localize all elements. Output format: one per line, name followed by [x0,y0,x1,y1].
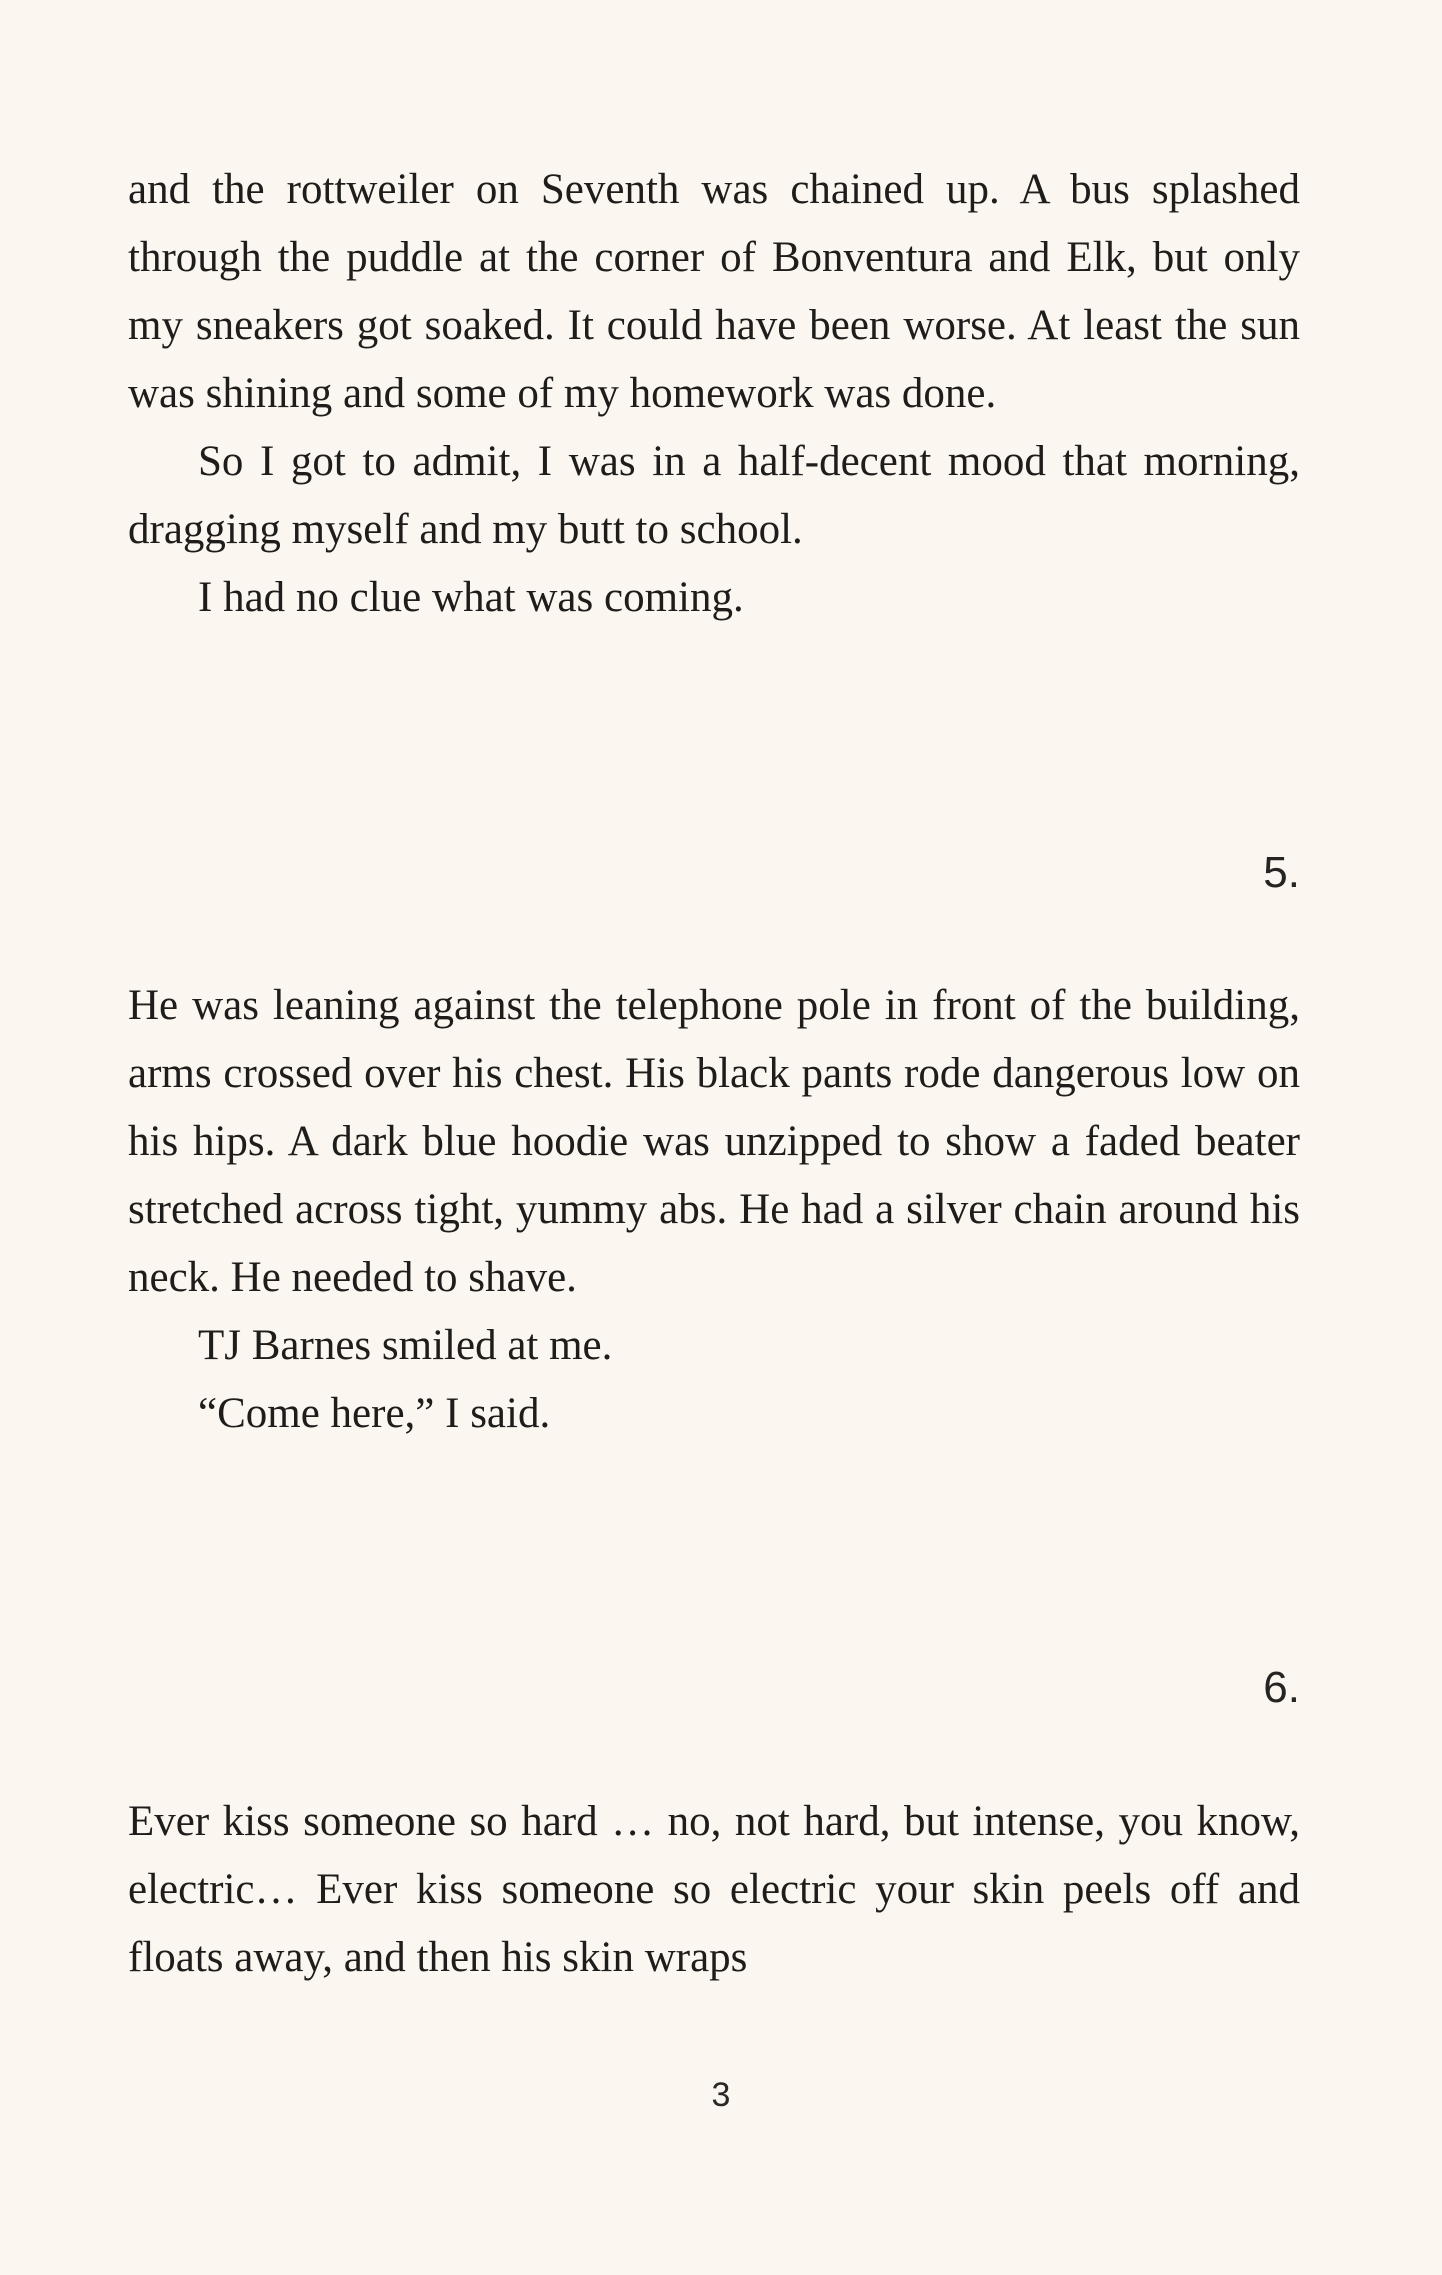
section-number-6: 6. [1263,1663,1300,1712]
paragraph: He was leaning against the telephone pole in front of the building, arms crossed over his chest. His black pants rode dangerous low on his hips. A dark blue hoodie was unzipped to show a faded beater stretched across tight, yummy abs. He had a silver chain around his neck. He needed to shave. [128,982,1300,1301]
paragraph: “Come here,” I said. [198,1390,551,1437]
section-6-text [128,1788,1300,1992]
section-number-5: 5. [1263,848,1300,897]
section-4-text [128,156,1300,632]
paragraph: TJ Barnes smiled at me. [198,1322,613,1369]
paragraph: and the rottweiler on Seventh was chained up. A bus splashed through the puddle at the corner of Bonventura and Elk, but only my sneakers got soaked. It could have been worse. At least the sun was shining and some of my homework was done. [128,166,1300,417]
paragraph: I had no clue what was coming. [198,574,744,621]
paragraph: Ever kiss someone so hard … no, not hard, but intense, you know, electric… Ever kiss someone so electric your skin peels off and floats away, and then his skin wraps [128,1798,1300,1981]
paragraph: So I got to admit, I was in a half-decent mood that morning, dragging myself and my butt to school. [128,438,1300,553]
section-5-text [128,972,1300,1448]
page-number: 3 [711,2076,731,2114]
